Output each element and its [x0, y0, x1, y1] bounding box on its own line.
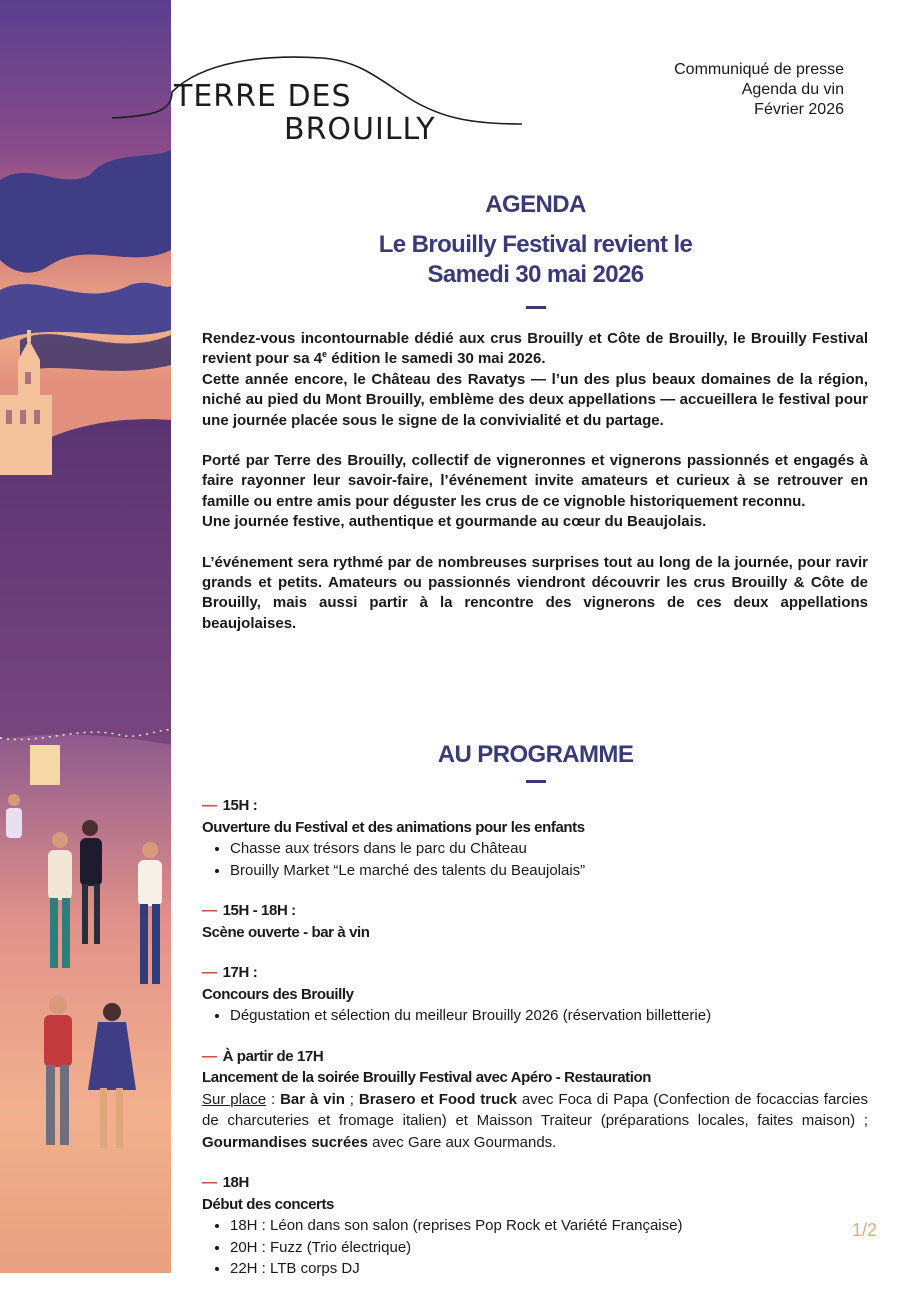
program-divider [526, 780, 546, 783]
intro-p3: L’événement sera rythmé par de nombreuses surprises tout au long de la journée, pour ravir grands et petits. Amateurs ou passionnés viendront découvrir les crus Brouilly & Côte de Brouilly, mais aussi partir à la rencontre des vignerons de ces deux appellations beaujolaises. [202, 553, 868, 632]
slot-title: Début des concerts [202, 1195, 335, 1213]
slot-item: • Brouilly Market “Le marché des talents du Beaujolais” [230, 860, 868, 882]
program-slot [202, 1172, 868, 1280]
slot-detail: Sur place : Bar à vin ; Brasero et Food truck avec Foca di Papa (Confection de focaccias farcies de charcuteries et fromage italien) et Maisson Traiteur (préparations locales, faites maison) ; Gourmandises sucrées avec Gare aux Gourmands. [202, 1090, 868, 1151]
page-number: 1/2 [851, 1220, 877, 1240]
slot-time: — 18H [202, 1174, 249, 1191]
program-list [202, 795, 868, 1299]
intro-text [202, 329, 868, 654]
slot-item: • 20H : Fuzz (Trio électrique) [230, 1237, 868, 1259]
festival-title-line-2: Samedi 30 mai 2026 [427, 261, 644, 288]
intro-p1-sentence-1: Rendez-vous incontournable dédié aux crus Brouilly et Côte de Brouilly, le Brouilly Festival revient pour sa 4e édition le samedi 30 mai 2026. [202, 330, 868, 368]
intro-paragraph-3 [202, 553, 868, 635]
slot-time: — À partir de 17H [202, 1047, 324, 1065]
program-slot [202, 795, 868, 881]
slot-title: Lancement de la soirée Brouilly Festival avec Apéro - Restauration [202, 1069, 652, 1086]
press-release-info [674, 60, 844, 120]
intro-p2-sentence-1: Porté par Terre des Brouilly, collectif de vigneronnes et vignerons passionnés et engagés à faire rayonner leur savoir-faire, l’événement invite amateurs et curieux à se retrouver en famille ou entre amis pour déguster les crus de ce vignoble historiquement reconnu. [202, 452, 868, 510]
slot-title: Ouverture du Festival et des animations pour les enfants [202, 818, 585, 836]
intro-p1-sentence-2: Cette année encore, le Château des Ravatys — l’un des plus beaux domaines de la région, niché au pied du Mont Brouilly, emblème des deux appellations — accueillera le festival pour une journée placée sous le signe de la convivialité et du partage. [202, 370, 868, 429]
program-heading: AU PROGRAMME [437, 741, 634, 768]
slot-item: • 22H : LTB corps DJ [230, 1258, 868, 1280]
press-line-2: Agenda du vin [741, 81, 844, 98]
program-slot [202, 1046, 868, 1154]
program-heading-block [171, 740, 900, 783]
logo-line-1: TERRE DES [174, 79, 352, 114]
intro-p2-sentence-2: Une journée festive, authentique et gourmande au cœur du Beaujolais. [202, 513, 707, 531]
slot-title: Concours des Brouilly [202, 985, 354, 1003]
slot-items [202, 838, 868, 881]
title-divider [526, 306, 546, 309]
program-slot [202, 900, 868, 943]
terre-des-brouilly-logo [112, 52, 524, 152]
slot-items [202, 1215, 868, 1280]
festival-title-line-1: Le Brouilly Festival revient le [378, 231, 693, 258]
program-slot [202, 962, 868, 1027]
slot-item: • Chasse aux trésors dans le parc du Château [230, 838, 868, 860]
slot-title: Scène ouverte - bar à vin [202, 923, 370, 941]
slot-time: — 15H : [202, 797, 258, 814]
agenda-title: AGENDA [485, 191, 586, 218]
press-line-1: Communiqué de presse [674, 61, 844, 78]
title-block [171, 190, 900, 309]
press-line-3: Février 2026 [754, 101, 844, 118]
intro-paragraph-1 [202, 329, 868, 431]
logo-line-2: BROUILLY [284, 112, 436, 147]
intro-paragraph-2 [202, 451, 868, 533]
slot-item: • 18H : Léon dans son salon (reprises Pop Rock et Variété Française) [230, 1215, 868, 1237]
slot-items [202, 1005, 868, 1027]
slot-time: — 15H - 18H : [202, 902, 296, 919]
festival-illustration [0, 0, 171, 1273]
slot-item: • Dégustation et sélection du meilleur Brouilly 2026 (réservation billetterie) [230, 1005, 868, 1027]
slot-time: — 17H : [202, 964, 258, 981]
